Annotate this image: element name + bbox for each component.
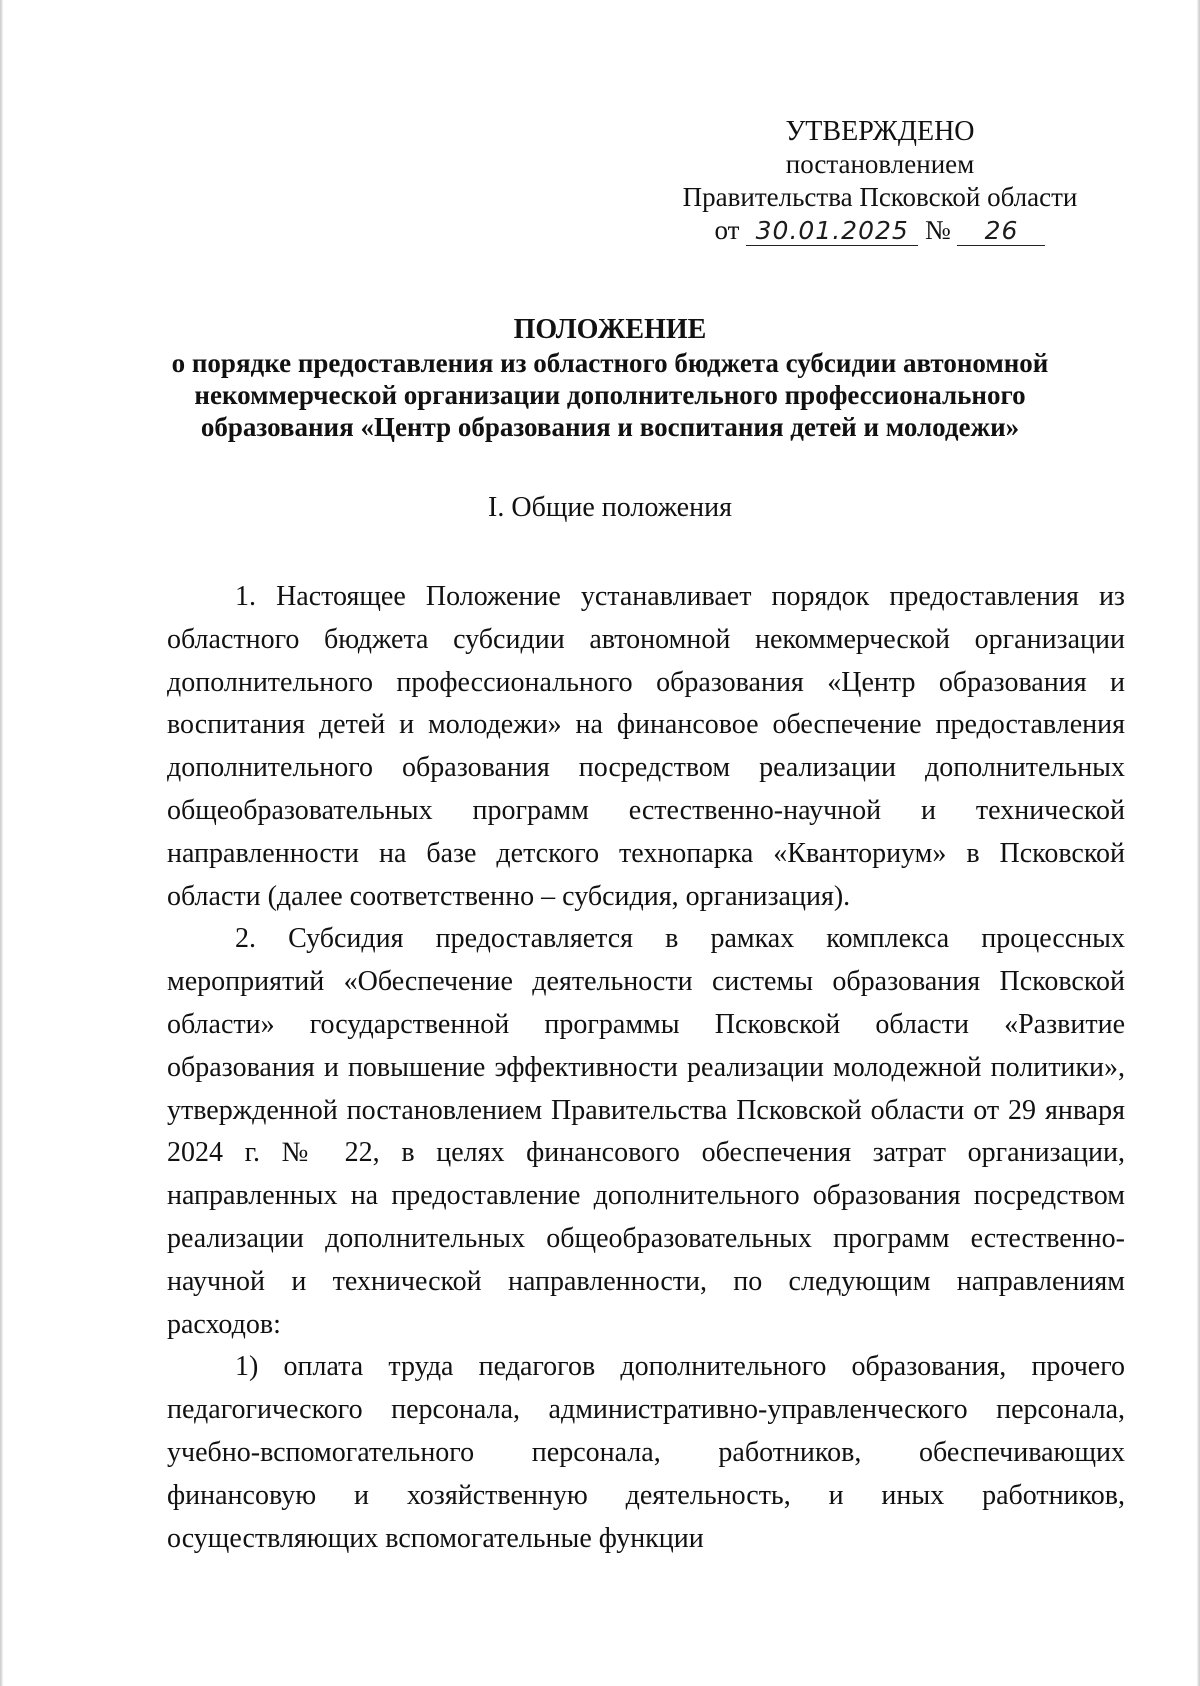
document-body bbox=[167, 576, 1125, 1560]
resolution-label: постановлением bbox=[785, 149, 975, 179]
approved-label: УТВЕРЖДЕНО bbox=[785, 116, 975, 147]
paragraph-3: 1) оплата труда педагогов дополнительного образования, прочего педагогического персонала, административно-управленческого персонала, учебно-вспомогательного персонала, работников, обеспечивающих финансовую и хозяйственную деятельность, и иных работников, осуществляющих вспомогательные функции bbox=[167, 1351, 1125, 1554]
document-title: ПОЛОЖЕНИЕ bbox=[513, 314, 707, 345]
approval-stamp-block bbox=[640, 115, 1120, 247]
paragraph-1: 1. Настоящее Положение устанавливает порядок предоставления из областного бюджета субсидии автономной некоммерческой организации дополнительного профессионального образования «Центр образования и воспитания детей и молодежи» на финансовое обеспечение предоставления дополнительного образования посредством реализации дополнительных общеобразовательных программ естественно-научной и технической направленности на базе детского технопарка «Кванториум» в Псковской области (далее соответственно – субсидия, организация). bbox=[167, 581, 1125, 912]
scan-edge-left bbox=[0, 0, 3, 1686]
handwritten-date: 30.01.2025 bbox=[746, 217, 918, 246]
handwritten-number: 26 bbox=[957, 217, 1045, 246]
document-title-block bbox=[140, 314, 1080, 443]
section-heading: I. Общие положения bbox=[488, 492, 732, 523]
date-number-line bbox=[640, 214, 1120, 247]
authority-label: Правительства Псковской области bbox=[682, 182, 1078, 212]
document-subtitle: о порядке предоставления из областного бюджета субсидии автономной некоммерческой организации дополнительного профессионального образования «Центр образования и воспитания детей и молодежи» bbox=[171, 348, 1049, 442]
date-prefix: от bbox=[714, 215, 740, 245]
number-sign: № bbox=[924, 215, 951, 245]
paragraph-2: 2. Субсидия предоставляется в рамках комплекса процессных мероприятий «Обеспечение деятельности системы образования Псковской области» государственной программы Псковской области «Развитие образования и повышение эффективности реализации молодежной политики», утвержденной постановлением Правительства Псковской области от 29 января 2024 г. № 22, в целях финансового обеспечения затрат организации, направленных на предоставление дополнительного образования посредством реализации дополнительных общеобразовательных программ естественно-научной и технической направленности, по следующим направлениям расходов: bbox=[167, 923, 1125, 1340]
